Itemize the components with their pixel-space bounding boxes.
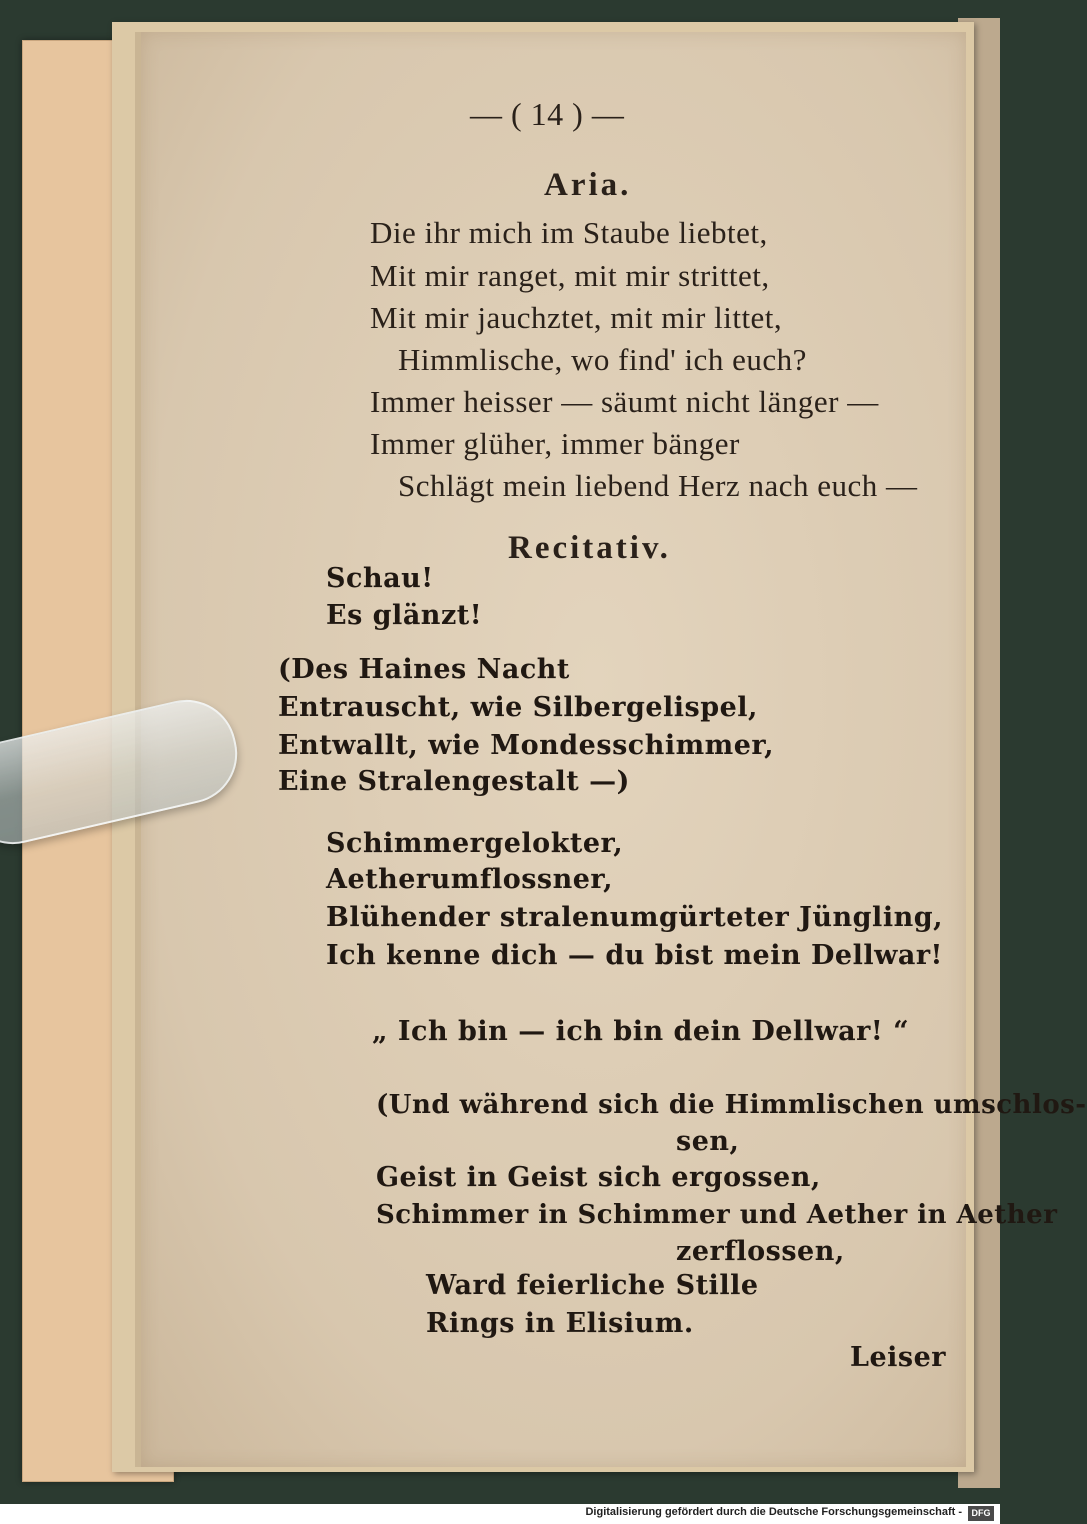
aria-line: Schlägt mein liebend Herz nach euch — [398, 468, 918, 503]
recitativ-line: zerflossen, [676, 1236, 845, 1267]
recitativ-heading: Recitativ. [508, 530, 671, 566]
recitativ-line: Blühender stralenumgürteter Jüngling, [326, 902, 943, 933]
aria-line: Die ihr mich im Staube liebtet, [370, 215, 768, 250]
recitativ-line: (Des Haines Nacht [278, 654, 570, 685]
page-number: — ( 14 ) — [470, 96, 625, 132]
recitativ-line: Es glänzt! [326, 600, 483, 631]
aria-line: Mit mir jauchztet, mit mir littet, [370, 300, 783, 335]
recitativ-line: Rings in Elisium. [426, 1308, 694, 1339]
recitativ-line: Aetherumflossner, [326, 864, 614, 895]
recitativ-line: sen, [676, 1126, 740, 1157]
recitativ-line: Schimmer in Schimmer und Aether in Aether [376, 1200, 1058, 1230]
recitativ-line: Geist in Geist sich ergossen, [376, 1162, 821, 1193]
recitativ-line: Entwallt, wie Mondesschimmer, [278, 730, 775, 761]
footer-credit: Digitalisierung gefördert durch die Deutsche Forschungsgemeinschaft - [585, 1506, 962, 1518]
aria-line: Immer heisser — säumt nicht länger — [370, 384, 879, 419]
recitativ-line: Entrauscht, wie Silbergelispel, [278, 692, 758, 723]
recitativ-line: (Und während sich die Himmlischen umschlos- [376, 1090, 1087, 1120]
recitativ-line: Schimmergelokter, [326, 828, 624, 859]
dfg-logo-icon: DFG [968, 1506, 994, 1521]
recitativ-line: Ich kenne dich — du bist mein Dellwar! [326, 940, 943, 971]
aria-line: Mit mir ranget, mit mir strittet, [370, 258, 770, 293]
recitativ-line: Ward feierliche Stille [426, 1270, 759, 1301]
aria-heading: Aria. [544, 167, 632, 203]
aria-line: Immer glüher, immer bänger [370, 426, 740, 461]
footer-bar [0, 1504, 1000, 1524]
aria-line: Himmlische, wo find' ich euch? [398, 342, 807, 377]
recitativ-line: Eine Stralengestalt —) [278, 766, 630, 797]
recitativ-line: „ Ich bin — ich bin dein Dellwar! “ [372, 1016, 910, 1047]
recitativ-line: Schau! [326, 563, 434, 594]
catchword: Leiser [850, 1342, 947, 1373]
